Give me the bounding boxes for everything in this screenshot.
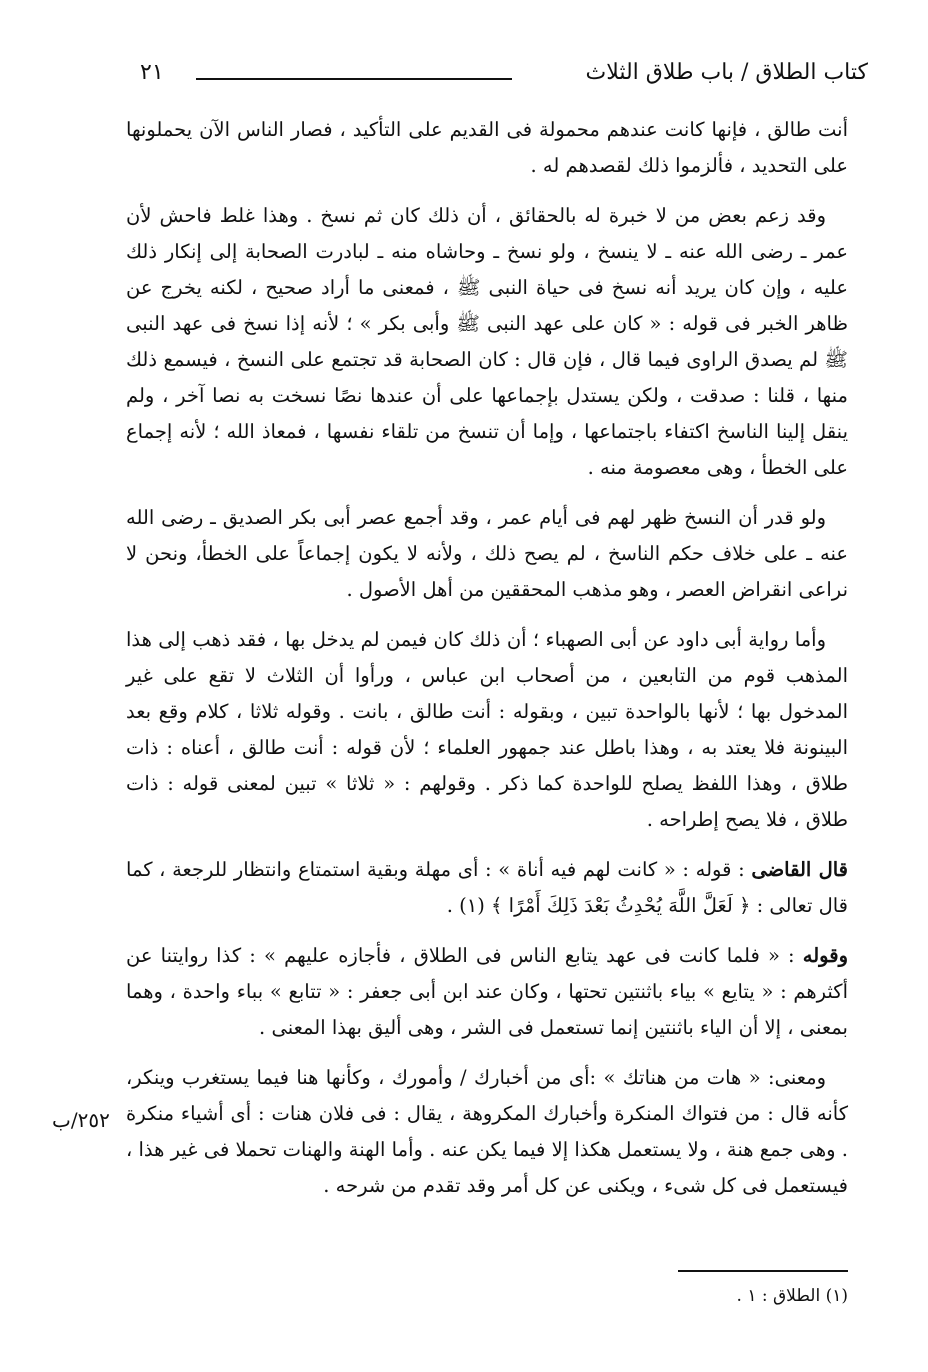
paragraph-5 [126,852,848,924]
paragraph-text: أنت طالق ، فإنها كانت عندهم محمولة فى القديم على التأكيد ، فصار الناس الآن يحملونها على التحديد ، فألزموا ذلك لقصدهم له . [126,118,848,177]
paragraph-1 [126,112,848,184]
page-number: ٢١ [140,60,164,85]
main-text [126,112,848,1218]
paragraph-lead: قال القاضى [751,858,848,881]
paragraph-text: : « فلما كانت فى عهد يتابع الناس فى الطلاق ، فأجازه عليهم » : كذا روايتنا عن أكثرهم : « يتايع » بياء باثنتين تحتها ، وكان عند ابن أبى جعفر : « تتابع » بباء واحدة ، وهما بمعنى ، إلا أن الياء باثنتين إنما تستعمل فى الشر ، وهى أليق بهذا المعنى . [126,944,848,1039]
paragraph-text: وقد زعم بعض من لا خبرة له بالحقائق ، أن ذلك كان ثم نسخ . وهذا غلط فاحش لأن عمر ـ رضى الله عنه ـ لا ينسخ ، ولو نسخ ـ وحاشاه منه ـ لبادرت الصحابة إلى إنكار ذلك عليه ، وإن كان يريد أنه نسخ فى حياة النبى ﷺ ، فمعنى ما أراد صحيح ، لكنه يخرج عن ظاهر الخبر فى قوله : « كان على عهد النبى ﷺ وأبى بكر » ؛ لأنه إذا نسخ فى عهد النبى ﷺ لم يصدق الراوى فيما قال ، فإن قال : كان الصحابة قد تجتمع على النسخ ، فيسمع ذلك منها ، قلنا : صدقت ، ولكن يستدل بإجماعها على أن عندها نصًا نسخت به نصا آخر ، ولم ينقل إلينا الناسخ اكتفاء باجتماعها ، وإما أن تنسخ من تلقاء نفسها ، فمعاذ الله ؛ لأنه إجماع على الخطأ ، وهى معصومة منه . [126,204,848,479]
manuscript-folio-note: ٢٥٢/ب [52,1108,110,1132]
paragraph-lead: وقوله [802,944,848,967]
paragraph-7 [126,1060,848,1204]
paragraph-6 [126,938,848,1046]
paragraph-text: وأما رواية أبى داود عن أبى الصهباء ؛ أن ذلك كان فيمن لم يدخل بها ، فقد ذهب إلى هذا المذهب قوم من التابعين ، من أصحاب ابن عباس ، ورأوا أن الثلاث لا تقع على غير المدخول بها ؛ لأنها بالواحدة تبين ، وبقوله : أنت طالق ، بانت . وقوله ثلاثا ، كلام وقع بعد البينونة فلا يعتد به ، وهذا باطل عند جمهور العلماء ؛ لأن قوله : أنت طالق ، أعناه : ذات طلاق ، وهذا اللفظ يصلح للواحدة كما ذكر . وقولهم : « ثلاثا » تبين لمعنى قوله : ذات طلاق ، فلا يصح إطراحه . [126,628,848,831]
page-header [140,56,868,96]
footnote-rule [678,1270,848,1272]
footnote: (١) الطلاق : ١ . [736,1286,848,1306]
paragraph-text: : قوله : « كانت لهم فيه أناة » : أى مهلة وبقية استمتاع وانتظار للرجعة ، كما قال تعالى : ﴿ لَعَلَّ اللَّهَ يُحْدِثُ بَعْدَ ذَلِكَ أَمْرًا ﴾ (١) . [126,858,848,917]
paragraph-2 [126,198,848,486]
header-rule [196,78,512,80]
paragraph-text: ومعنى: « هات من هناتك » :أى من أخبارك / وأمورك ، وكأنها هنا فيما يستغرب وينكر، كأنه قال : من فتواك المنكرة وأخبارك المكروهة ، يقال : فى فلان هنات : أى أشياء منكرة . وهى جمع هنة ، ولا يستعمل هكذا إلا فيما يكن عنه . وأما الهنة والهنات تحملا فى غير هذا ، فيستعمل فى كل شىء ، ويكنى عن كل أمر وقد تقدم من شرحه . [126,1066,848,1197]
running-title: كتاب الطلاق / باب طلاق الثلاث [585,60,868,85]
paragraph-text: ولو قدر أن النسخ ظهر لهم فى أيام عمر ، وقد أجمع عصر أبى بكر الصديق ـ رضى الله عنه ـ على خلاف حكم الناسخ ، لم يصح ذلك ، ولأنه لا يكون إجماعاً على الخطأ، ونحن لا نراعى انقراض العصر ، وهو مذهب المحققين من أهل الأصول . [126,506,848,601]
paragraph-4 [126,622,848,838]
paragraph-3 [126,500,848,608]
